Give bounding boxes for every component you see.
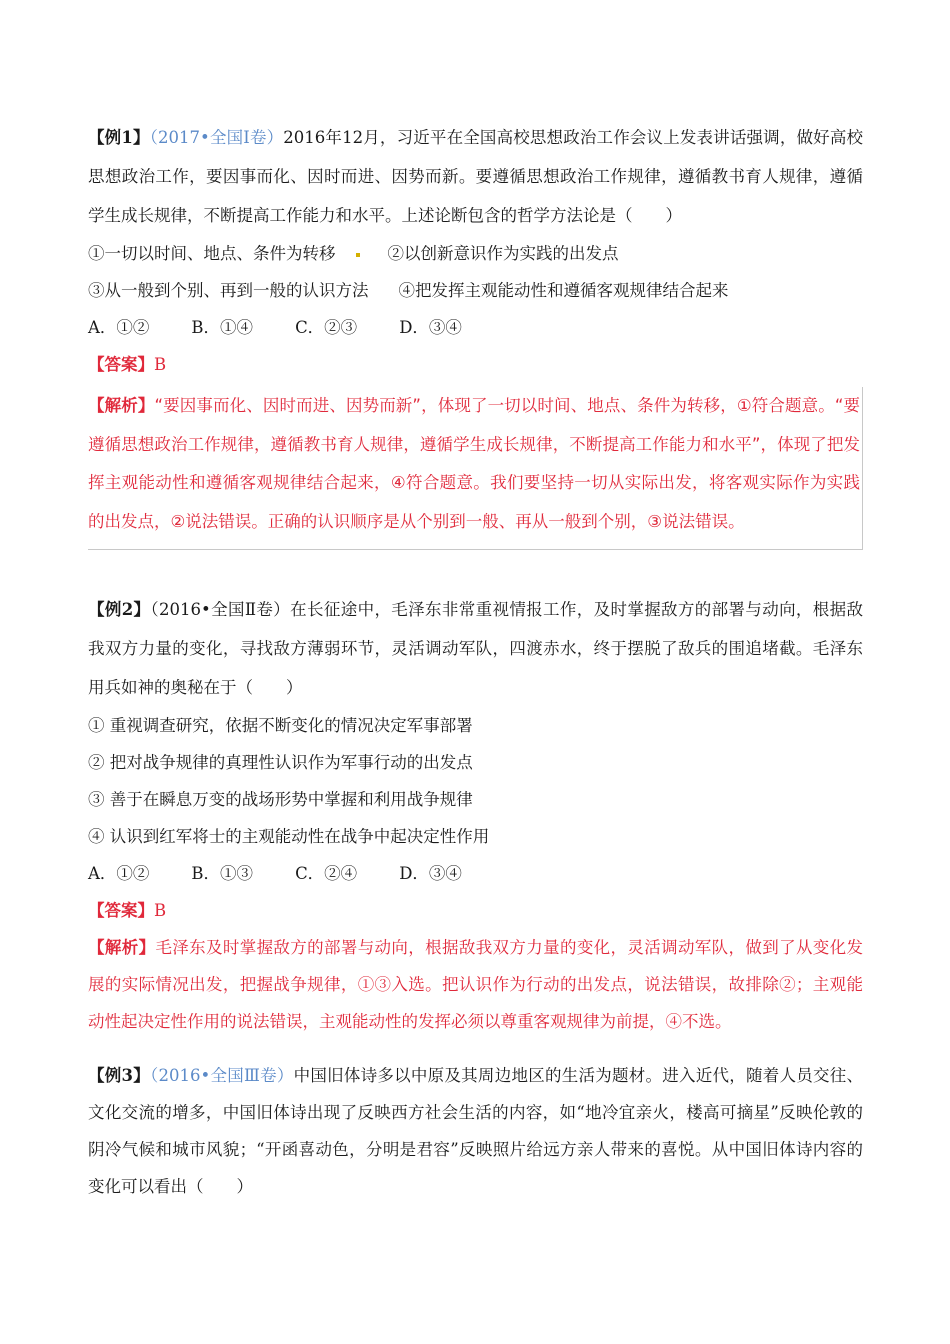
answer-choices bbox=[88, 309, 863, 346]
analysis-text: “要因事而化、因时而进、因势而新”，体现了一切以时间、地点、条件为转移，①符合题意。“要遵循思想政治工作规律，遵循教书育人规律，遵循学生成长规律，不断提高工作能力和水平”，体现了把发挥主观能动性和遵循客观规律结合起来，④符合题意。我们要坚持一切从实际出发，将客观实际作为实践的出发点，②说法错误。正确的认识顺序是从个别到一般、再从一般到个别，③说法错误。 bbox=[88, 396, 861, 531]
options-row-1 bbox=[88, 235, 863, 272]
example-tag: 【例3】 bbox=[88, 1066, 150, 1085]
analysis-paragraph bbox=[88, 929, 863, 1040]
example-2 bbox=[88, 590, 863, 1040]
example-2-stem bbox=[88, 590, 863, 707]
answer-label: 【答案】 bbox=[88, 355, 154, 374]
answer-value: B bbox=[154, 355, 167, 374]
option-2: ②以创新意识作为实践的出发点 bbox=[387, 244, 619, 263]
analysis-text: 毛泽东及时掌握敌方的部署与动向，根据敌我双方力量的变化，灵活调动军队，做到了从变化发展的实际情况出发，把握战争规律，①③入选。把认识作为行动的出发点，说法错误，故排除②；主观能动性起决定性作用的说法错误，主观能动性的发挥必须以尊重客观规律为前提，④不选。 bbox=[88, 938, 864, 1031]
choice-a: A．①② bbox=[88, 318, 150, 337]
stray-mark bbox=[356, 253, 360, 257]
choice-c: C．②④ bbox=[295, 864, 358, 883]
question-text: 在长征途中，毛泽东非常重视情报工作，及时掌握敌方的部署与动向，根据敌我双方力量的变化，寻找敌方薄弱环节，灵活调动军队，四渡赤水，终于摆脱了敌兵的围追堵截。毛泽东用兵如神的奥秘在于（ ） bbox=[88, 600, 863, 697]
choice-d: D．③④ bbox=[399, 864, 462, 883]
example-tag: 【例1】 bbox=[88, 128, 150, 147]
example-source: （2017•全国Ⅰ卷） bbox=[149, 128, 284, 147]
option-4: ④ 认识到红军将士的主观能动性在战争中起决定性作用 bbox=[88, 827, 490, 846]
choice-b: B．①③ bbox=[191, 864, 254, 883]
example-3 bbox=[88, 1057, 863, 1205]
option-3: ③从一般到个别、再到一般的认识方法 bbox=[88, 281, 369, 300]
choice-b: B．①④ bbox=[191, 318, 254, 337]
answer-line bbox=[88, 346, 863, 383]
option-1: ① 重视调查研究，依据不断变化的情况决定军事部署 bbox=[88, 716, 473, 735]
example-3-stem bbox=[88, 1057, 863, 1205]
choice-a: A．①② bbox=[88, 864, 150, 883]
answer-line bbox=[88, 892, 863, 929]
example-1-stem bbox=[88, 118, 863, 235]
option-4: ④把发挥主观能动性和遵循客观规律结合起来 bbox=[398, 281, 729, 300]
question-text: 2016年12月，习近平在全国高校思想政治工作会议上发表讲话强调，做好高校思想政治工作，要因事而化、因时而进、因势而新。要遵循思想政治工作规律，遵循教书育人规律，遵循学生成长规律，不断提高工作能力和水平。上述论断包含的哲学方法论是（ ） bbox=[88, 128, 863, 225]
options-row-2 bbox=[88, 272, 863, 309]
example-tag: 【例2】 bbox=[88, 600, 151, 619]
answer-choices bbox=[88, 855, 863, 892]
analysis-label: 【解析】 bbox=[88, 396, 155, 415]
choice-d: D．③④ bbox=[399, 318, 462, 337]
analysis-box bbox=[88, 387, 863, 550]
example-1 bbox=[88, 118, 863, 550]
example-source: （2016•全国Ⅲ卷） bbox=[150, 1066, 294, 1085]
example-source: （2016•全国Ⅱ卷） bbox=[150, 600, 291, 619]
answer-value: B bbox=[154, 901, 167, 920]
option-3: ③ 善于在瞬息万变的战场形势中掌握和利用战争规律 bbox=[88, 790, 473, 809]
option-2: ② 把对战争规律的真理性认识作为军事行动的出发点 bbox=[88, 753, 473, 772]
option-1: ①一切以时间、地点、条件为转移 bbox=[88, 244, 336, 263]
answer-label: 【答案】 bbox=[88, 901, 154, 920]
analysis-label: 【解析】 bbox=[88, 938, 156, 957]
choice-c: C．②③ bbox=[295, 318, 358, 337]
question-text: 中国旧体诗多以中原及其周边地区的生活为题材。进入近代，随着人员交往、文化交流的增多，中国旧体诗出现了反映西方社会生活的内容，如“地冷宜亲火，楼高可摘星”反映伦敦的阴冷气候和城市风貌；“开函喜动色，分明是君容”反映照片给远方亲人带来的喜悦。从中国旧体诗内容的变化可以看出（ ） bbox=[88, 1066, 863, 1196]
